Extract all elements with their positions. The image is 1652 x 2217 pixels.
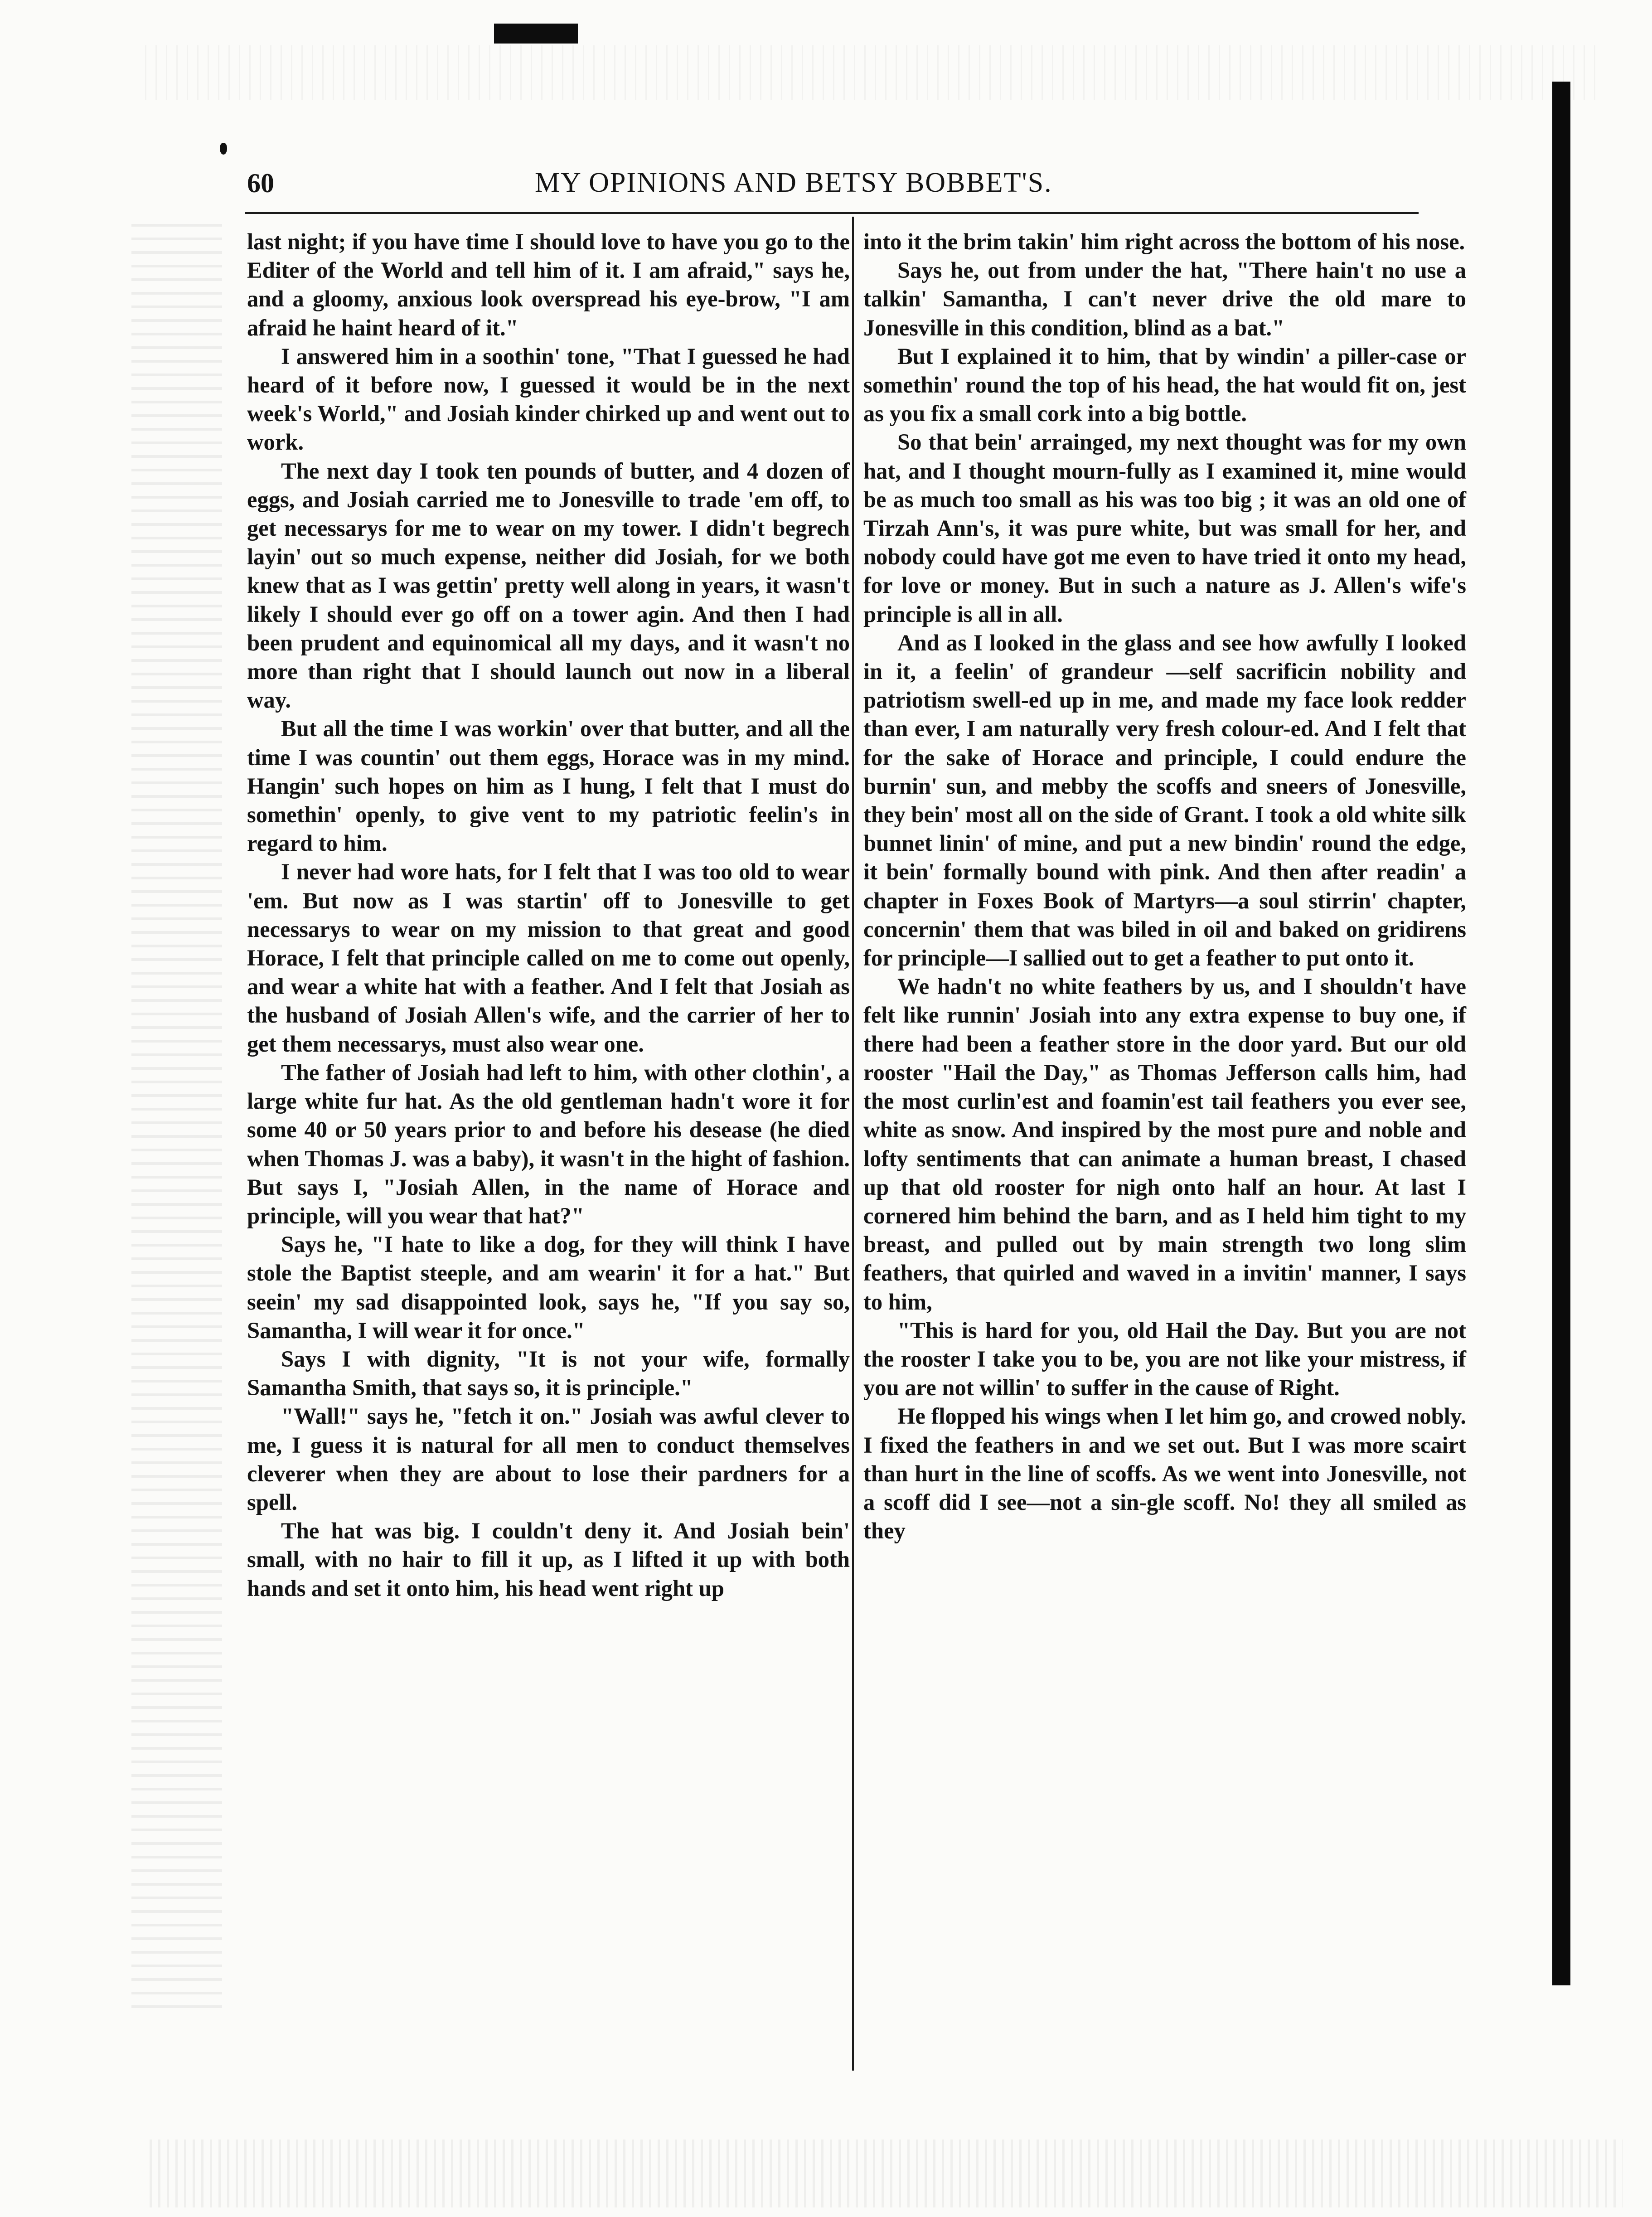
- paragraph: He flopped his wings when I let him go, and crowed nobly. I fixed the feathers in and we set out. But I was more scairt than hurt in the line of scoffs. As we went into Jonesville, not a scoff did I see—not a sin-gle scoff. No! they all smiled as they: [863, 1403, 1466, 1544]
- paragraph: But I explained it to him, that by windin' a piller-case or somethin' round the top of his head, the hat would fit on, jest as you fix a small cork into a big bottle.: [863, 343, 1466, 427]
- paragraph: I answered him in a soothin' tone, "That I guessed he had heard of it before now, I guessed it would be in the next week's World," and Josiah kinder chirked up and went out to work.: [247, 343, 850, 455]
- ink-mark: [220, 143, 227, 155]
- paragraph: We hadn't no white feathers by us, and I shouldn't have felt like runnin' Josiah into any extra expense to buy one, if there had been a feather store in the door yard. But our old rooster "Hail the Day," as Thomas Jefferson calls him, had the most curlin'est and foamin'est tail feathers you ever see, white as snow. And inspired by the most pure and noble and lofty sentiments that can animate a human breast, I chased up that old rooster for nigh onto half an hour. At last I cornered him behind the barn, and as I held him tight to my breast, and pulled out by main strength two long slim feathers, that quirled and waved in a invitin' manner, I says to him,: [863, 974, 1466, 1315]
- paragraph: But all the time I was workin' over that butter, and all the time I was countin' out them eggs, Horace was in my mind. Hangin' such hopes on him as I hung, I felt that I must do somethin' openly, to give vent to my patriotic feelin's in regard to him.: [247, 716, 850, 856]
- paragraph: into it the brim takin' him right across the bottom of his nose.: [863, 229, 1465, 254]
- paragraph: The hat was big. I couldn't deny it. And Josiah bein' small, with no hair to fill it up, as I lifted it up with both hands and set it onto him, his head went right up: [247, 1518, 850, 1601]
- running-title: MY OPINIONS AND BETSY BOBBET'S.: [535, 167, 1052, 198]
- paragraph: The next day I took ten pounds of butter, and 4 dozen of eggs, and Josiah carried me to Jonesville to trade 'em off, to get necessarys for me to wear on my tower. I didn't begrech layin' out so much expense, neither did Josiah, for we both knew that as I was gettin' pretty well along in years, it wasn't likely I should ever go off on a tower agin. And then I had been prudent and equinomical all my days, and it wasn't no more than right that I should launch out now in a liberal way.: [247, 458, 850, 713]
- scan-noise-left: [131, 218, 222, 2008]
- page-number: 60: [247, 168, 274, 198]
- paragraph: Says I with dignity, "It is not your wife, formally Samantha Smith, that says so, it is principle.": [247, 1346, 850, 1401]
- left-column: [247, 228, 850, 1603]
- paragraph: The father of Josiah had left to him, with other clothin', a large white fur hat. As the old gentleman hadn't wore it for some 40 or 50 years prior to and before his desease (he died when Thomas J. was a baby), it wasn't in the hight of fashion. But says I, "Josiah Allen, in the name of Horace and principle, will you wear that hat?": [247, 1059, 850, 1228]
- paragraph: "This is hard for you, old Hail the Day. But you are not the rooster I take you to be, you are not like your mistress, if you are not willin' to suffer in the cause of Right.: [863, 1317, 1466, 1401]
- paragraph: Says he, "I hate to like a dog, for they will think I have stole the Baptist steeple, and am wearin' it for a hat." But seein' my sad disappointed look, says he, "If you say so, Samantha, I will wear it for once.": [247, 1232, 850, 1343]
- binding-edge-shadow: [1552, 82, 1570, 1985]
- printer-mark-bar: [494, 24, 578, 44]
- paragraph: So that bein' arrainged, my next thought was for my own hat, and I thought mourn-fully as I examined it, mine would be as much too small as his was too big ; it was an old one of Tirzah Ann's, it was pure white, but was small for her, and nobody could have got me even to have tried it onto my head, for love or money. But in such a nature as J. Allen's wife's principle is all in all.: [863, 429, 1466, 627]
- header-rule: [245, 212, 1419, 214]
- paragraph: And as I looked in the glass and see how awfully I looked in it, a feelin' of grandeur —self sacrificin nobility and patriotism swell-ed up in me, and made my face look redder than ever, I am naturally very fresh colour-ed. And I felt that for the sake of Horace and principle, I could endure the burnin' sun, and mebby the scoffs and sneers of Jonesville, they bein' most all on the side of Grant. I took a old white silk bunnet linin' of mine, and put a new bindin' round the edge, it bein' formally bound with pink. And then after readin' a chapter in Foxes Book of Martyrs—a soul stirrin' chapter, concernin' them that was biled in oil and baked on gridirens for principle—I sallied out to get a feather to put onto it.: [863, 630, 1466, 971]
- paragraph: "Wall!" says he, "fetch it on." Josiah was awful clever to me, I guess it is natural for all men to conduct themselves cleverer when they are about to lose their pardners for a spell.: [247, 1403, 850, 1515]
- paragraph: last night; if you have time I should love to have you go to the Editer of the World and tell him of it. I am afraid," says he, and a gloomy, anxious look overspread his eye-brow, "I am afraid he haint heard of it.": [247, 229, 850, 340]
- paragraph: Says he, out from under the hat, "There hain't no use a talkin' Samantha, I can't never drive the old mare to Jonesville in this condition, blind as a bat.": [863, 257, 1466, 340]
- scan-noise-top: [145, 45, 1595, 100]
- right-column: [863, 228, 1466, 1545]
- scan-noise-bottom: [150, 2139, 1623, 2207]
- paragraph: I never had wore hats, for I felt that I was too old to wear 'em. But now as I was startin' off to Jonesville to get necessarys to wear on my mission to that great and good Horace, I felt that principle called on me to come out openly, and wear a white hat with a feather. And I felt that Josiah as the husband of Josiah Allen's wife, and the carrier of her to get them necessarys, must also wear one.: [247, 859, 850, 1057]
- column-divider: [852, 217, 854, 2071]
